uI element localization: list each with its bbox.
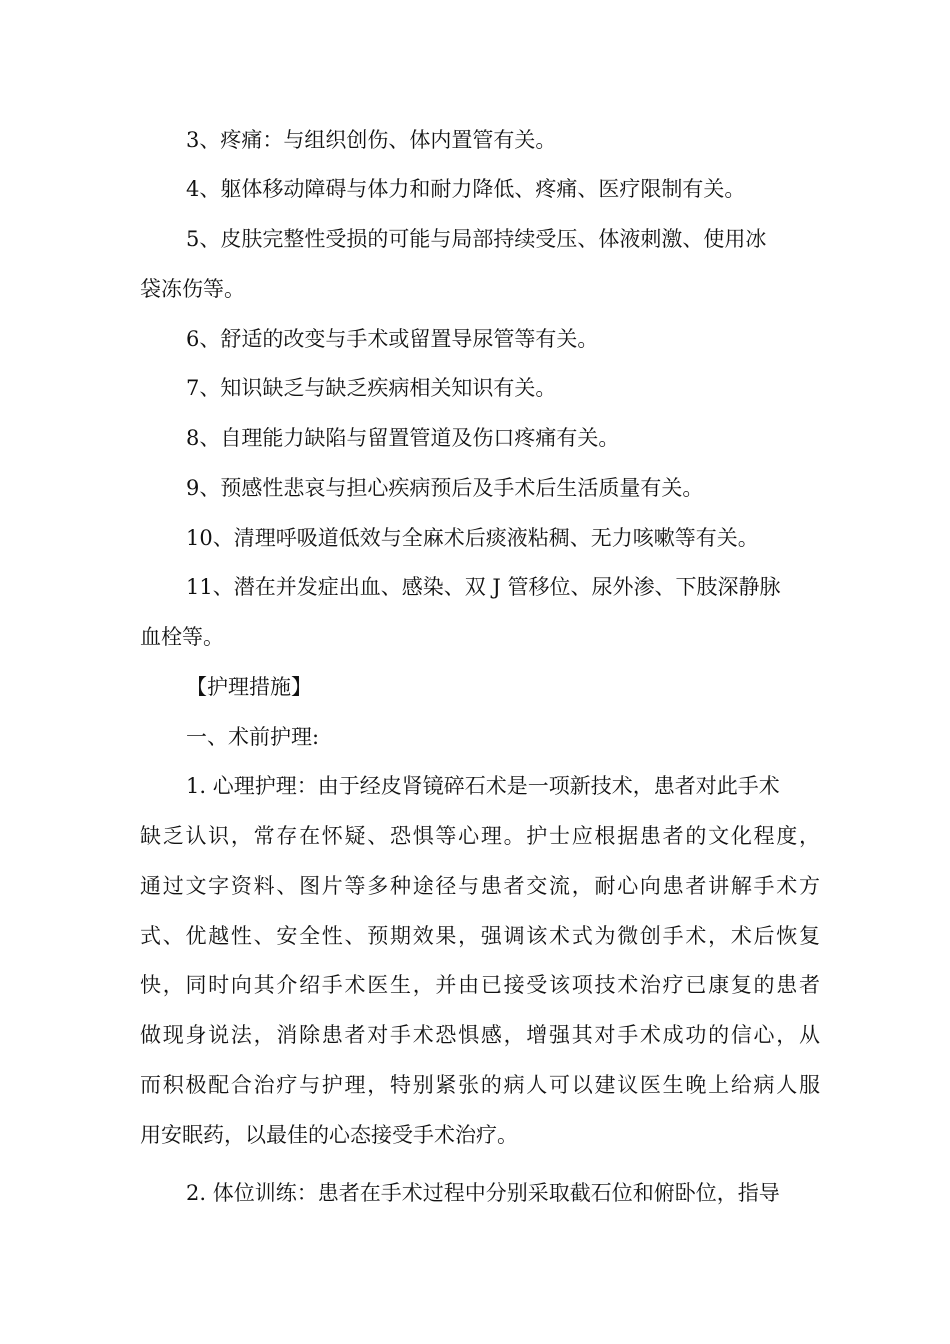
- diagnosis-item-10: 10、清理呼吸道低效与全麻术后痰液粘稠、无力咳嗽等有关。: [186, 526, 759, 550]
- psych-care-paragraph-line: 用安眠药，以最佳的心态接受手术治疗。: [140, 1123, 518, 1147]
- psych-care-paragraph-line: 而积极配合治疗与护理，特别紧张的病人可以建议医生晚上给病人服: [140, 1073, 820, 1097]
- diagnosis-item-7: 7、知识缺乏与缺乏疾病相关知识有关。: [186, 376, 557, 400]
- diagnosis-item-5-continued: 袋冻伤等。: [140, 277, 245, 301]
- psych-care-paragraph-line: 通过文字资料、图片等多种途径与患者交流，耐心向患者讲解手术方: [140, 874, 820, 898]
- diagnosis-item-3: 3、疼痛：与组织创伤、体内置管有关。: [186, 128, 557, 152]
- psych-care-paragraph-line: 1. 心理护理：由于经皮肾镜碎石术是一项新技术，患者对此手术: [186, 774, 780, 798]
- diagnosis-item-8: 8、自理能力缺陷与留置管道及伤口疼痛有关。: [186, 426, 620, 450]
- psych-care-paragraph-line: 式、优越性、安全性、预期效果，强调该术式为微创手术，术后恢复: [140, 924, 820, 948]
- diagnosis-item-5: 5、皮肤完整性受损的可能与局部持续受压、体液刺激、使用冰: [186, 227, 767, 251]
- nursing-measures-heading: 【护理措施】: [186, 675, 312, 699]
- diagnosis-item-9: 9、预感性悲哀与担心疾病预后及手术后生活质量有关。: [186, 476, 704, 500]
- diagnosis-item-4: 4、躯体移动障碍与体力和耐力降低、疼痛、医疗限制有关。: [186, 177, 746, 201]
- psych-care-paragraph-line: 缺乏认识，常存在怀疑、恐惧等心理。护士应根据患者的文化程度，: [140, 824, 820, 848]
- diagnosis-item-11: 11、潜在并发症出血、感染、双 J 管移位、尿外渗、下肢深静脉: [186, 575, 781, 599]
- position-training-paragraph-line: 2. 体位训练：患者在手术过程中分别采取截石位和俯卧位，指导: [186, 1181, 780, 1205]
- psych-care-paragraph-line: 快，同时向其介绍手术医生，并由已接受该项技术治疗已康复的患者: [140, 973, 820, 997]
- psych-care-paragraph-line: 做现身说法，消除患者对手术恐惧感，增强其对手术成功的信心，从: [140, 1023, 820, 1047]
- diagnosis-item-11-continued: 血栓等。: [140, 625, 224, 649]
- diagnosis-item-6: 6、舒适的改变与手术或留置导尿管等有关。: [186, 327, 599, 351]
- preoperative-care-heading: 一、术前护理:: [186, 725, 320, 749]
